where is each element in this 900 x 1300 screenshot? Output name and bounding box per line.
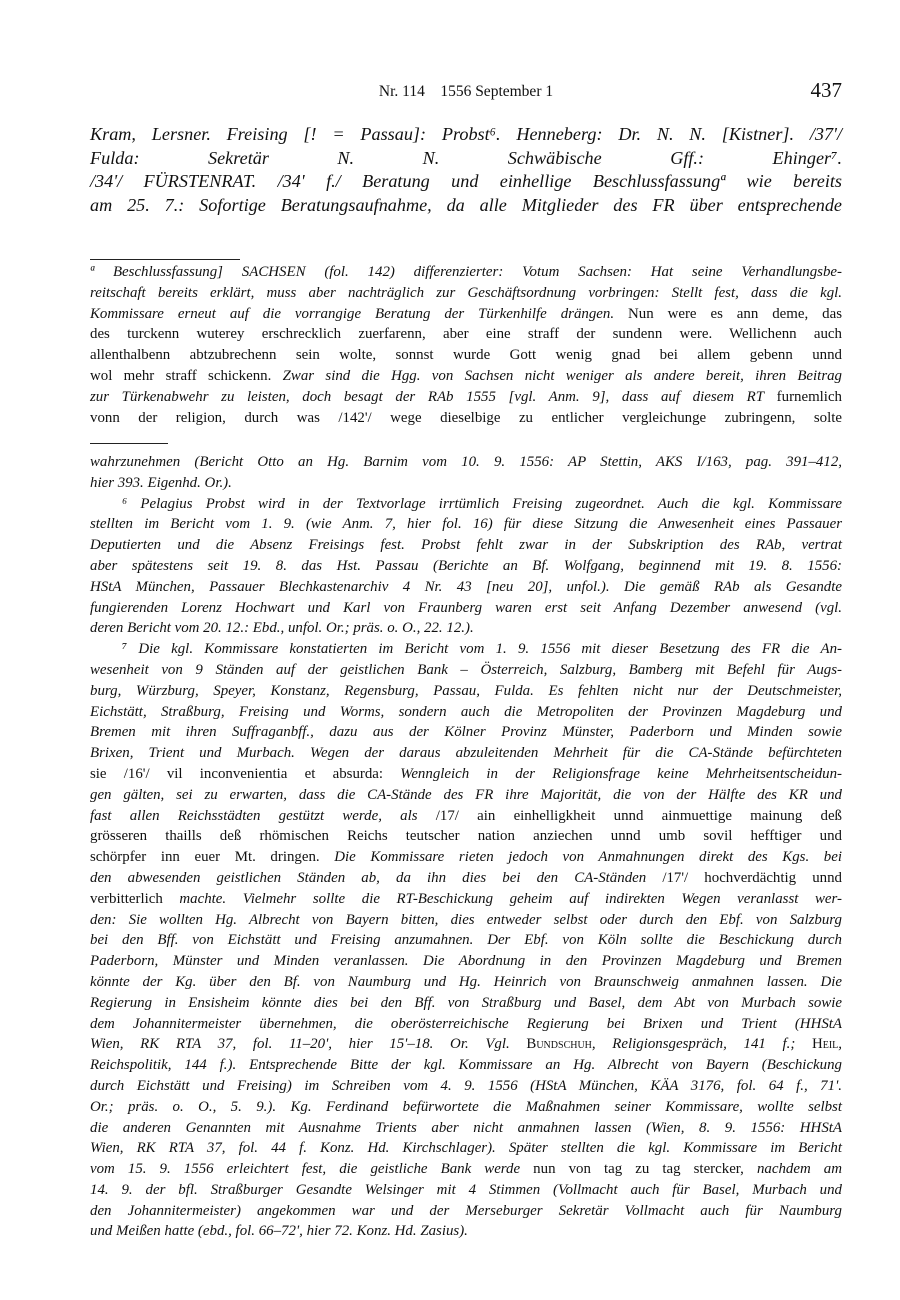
- footnote-line: Wien, RK RTA 37, fol. 44 f. Konz. Hd. Kirchschlager). Später stellten die kgl. Kommissare im Bericht: [90, 1140, 842, 1157]
- footnote-continuation-separator: [90, 443, 168, 444]
- footnote-line: Or.; präs. o. O., 5. 9.). Kg. Ferdinand befürwortete die Maßnahmen seiner Kommissare, wollte selbst: [90, 1098, 842, 1115]
- footnote-line: aber spätestens seit 19. 8. das Hst. Passau (Berichte an Bf. Wolfgang, beginnend mit 19. 8. 1556:: [90, 557, 842, 574]
- footnote-line: vom 15. 9. 1556 erleichtert fest, die geistliche Bank werde nun von tag zu tag stercker, nachdem am: [90, 1161, 842, 1178]
- footnote-line: Bremen mit ihren Suffraganbff., dazu aus der Kölner Provinz Münster, Paderborn und Minden sowie: [90, 724, 842, 741]
- footnote-line: sie /16'/ vil inconvenientia et absurda: Wenngleich in der Religionsfrage keine Mehrheitsentscheidun-: [90, 765, 843, 782]
- footnote-separator: [90, 259, 240, 260]
- footnote-line: grösseren thaills deß rhömischen Reichs teutscher nation anziechen unnd umb sovil hefftiger und: [90, 828, 842, 845]
- footnote-line: Reichspolitik, 144 f.). Entsprechende Bitte der kgl. Kommissare an Hg. Albrecht von Bayern (Beschickung: [90, 1057, 842, 1074]
- footnote-line: reitschaft bereits erklärt, muss aber nachträglich zur Geschäftsordnung vorbringen: Stellt fest, dass die kgl.: [90, 284, 842, 301]
- footnote-line: bei den Bff. von Eichstätt und Freising anzumahnen. Der Ebf. von Köln sollte die Beschickung durch: [90, 932, 842, 949]
- footnote-line: wesenheit von 9 Ständen auf der geistlichen Bank – Österreich, Salzburg, Bamberg mit Befehl für Augs-: [90, 661, 842, 678]
- footnote-line: schörpfer inn euer Mt. dringen. Die Kommissare rieten jedoch von Anmahnungen direkt des Kgs. bei: [90, 849, 842, 866]
- main-text-line: /34'/ FÜRSTENRAT. /34' f./ Beratung und einhellige Beschlussfassungª wie bereits: [90, 171, 842, 192]
- footnote-line: und Meißen hatte (ebd., fol. 66–72', hier 72. Konz. Hd. Zasius).: [90, 1223, 468, 1240]
- page-number: 437: [810, 78, 842, 102]
- footnote-line: durch Eichstätt und Freising) im Schreiben vom 4. 9. 1556 (HStA München, KÄA 3176, fol. 64 f., 71'.: [90, 1077, 842, 1094]
- footnote-line: ª Beschlussfassung] SACHSEN (fol. 142) differenzierter: Votum Sachsen: Hat seine Verhandlungsbe-: [90, 264, 842, 280]
- footnote-line: könnte der Kg. über den Bf. von Naumburg und Hg. Heinrich von Braunschweig anmahnen lassen. Die: [90, 973, 842, 990]
- main-text-line: Fulda: Sekretär N. N. Schwäbische Gff.: Ehinger⁷.: [90, 147, 842, 168]
- footnote-line: wol mehr straff schickenn. Zwar sind die Hgg. von Sachsen nicht weniger als andere bereit, ihren Beitrag: [90, 367, 843, 384]
- footnote-line: verbitterlich machte. Vielmehr sollte die RT-Beschickung geheim auf indirekten Wegen veranlasst wer-: [90, 890, 842, 907]
- footnotes-6-7: [90, 452, 842, 1242]
- footnote-line: stellten im Bericht vom 1. 9. (wie Anm. 7, hier fol. 16) für diese Sitzung die Anwesenheit eines Passauer: [90, 516, 842, 533]
- footnote-line: den Johannitermeister) angekommen war und der Merseburger Sekretär Vollmacht auch für Naumburg: [90, 1202, 842, 1219]
- footnote-line: ⁷ Die kgl. Kommissare konstatierten im Bericht vom 1. 9. 1556 mit dieser Besetzung des FR die An-: [122, 641, 842, 658]
- running-header: [90, 79, 842, 105]
- footnote-line: dem Johannitermeister übernehmen, die oberösterreichische Regierung bei Brixen und Trient (HHStA: [90, 1015, 842, 1032]
- footnote-line: ⁶ Pelagius Probst wird in der Textvorlage irrtümlich Freising zugeordnet. Auch die kgl. Kommissare: [122, 495, 842, 512]
- footnote-line: den: Sie wollten Hg. Albrecht von Bayern bitten, dies entweder selbst oder durch den Ebf. von Salzburg: [90, 911, 842, 928]
- footnote-line: gen gälten, sei zu erwarten, dass die CA-Stände des FR ihre Majorität, die von der Hälfte des KR und: [90, 786, 842, 803]
- footnote-a: [90, 262, 842, 428]
- footnote-line: 14. 9. der bfl. Straßburger Gesandte Welsinger mit 4 Stimmen (Vollmacht auch für Basel, Murbach und: [90, 1181, 842, 1198]
- footnote-line: deren Bericht vom 20. 12.: Ebd., unfol. Or.; präs. o. O., 22. 12.).: [90, 620, 474, 637]
- main-text-line: am 25. 7.: Sofortige Beratungsaufnahme, da alle Mitglieder des FR über entsprechende: [90, 194, 842, 215]
- footnote-line: fungierenden Lorenz Hochwart und Karl von Fraunberg waren erst seit Anfang Dezember anwesend (vgl.: [90, 599, 842, 616]
- footnote-line: fast allen Reichsstädten gestützt werde, als /17/ ain einhelligkheit unnd ainmuettige mainung deß: [90, 807, 843, 824]
- footnote-line: wahrzunehmen (Bericht Otto an Hg. Barnim vom 10. 9. 1556: AP Stettin, AKS I/163, pag. 391–412,: [90, 454, 842, 470]
- footnote-line: des turckenn wuterey erschrecklich zuerfarenn, aber eine straff der sundenn were. Wellichenn auch: [90, 326, 842, 343]
- footnote-line: burg, Würzburg, Speyer, Konstanz, Regensburg, Passau, Fulda. Es fehlten nicht nur der Deutschmeister,: [90, 682, 842, 699]
- footnote-line: Eichstätt, Straßburg, Freising und Worms, sondern auch die Metropoliten der Provinzen Magdeburg und: [90, 703, 842, 720]
- footnote-line: die anderen Genannten mit Ausnahme Trients aber nicht anmahnen lassen (Wien, 8. 9. 1556: HHStA: [90, 1119, 842, 1136]
- footnote-line: hier 393. Eigenhd. Or.).: [90, 474, 232, 491]
- main-text-line: Kram, Lersner. Freising [! = Passau]: Probst⁶. Henneberg: Dr. N. N. [Kistner]. /37'/: [90, 124, 842, 144]
- footnote-line: Wien, RK RTA 37, fol. 11–20', hier 15'–18. Or. Vgl. Bundschuh, Religionsgespräch, 141 f.; Heil,: [90, 1036, 843, 1053]
- footnote-line: Deputierten und die Absenz Freisings fest. Probst fehlt zwar in der Subskription des RAb, vertrat: [90, 537, 842, 554]
- header-document-reference: Nr. 114 1556 September 1: [378, 83, 554, 100]
- footnote-line: Brixen, Trient und Murbach. Wegen der daraus abzuleitenden Mehrheit für die CA-Stände befürchteten: [90, 745, 842, 762]
- footnote-line: Regierung in Ensisheim könnte dies bei den Bff. von Straßburg und Basel, dem Abt von Murbach sowie: [90, 994, 842, 1011]
- footnote-line: Paderborn, Münster und Minden veranlassen. Die Abordnung in den Provinzen Magdeburg und Bremen: [90, 953, 842, 970]
- main-text: [90, 123, 842, 217]
- footnote-line: allenthalbenn abtzubrechenn sein wolte, sonnst wurde Gott wenig gnad bei allem gebenn unnd: [90, 347, 842, 364]
- footnote-line: Kommissare erneut auf die vorrangige Beratung der Türkenhilfe drängen. Nun were es ann deme, das: [90, 305, 842, 322]
- footnote-line: den abwesenden geistlichen Ständen ab, da ihn dies bei den CA-Ständen /17'/ hochverdächtig unnd: [90, 869, 842, 886]
- footnote-line: zur Türkenabwehr zu leisten, doch besagt der RAb 1555 [vgl. Anm. 9], dass auf diesem RT furnemlich: [90, 388, 842, 405]
- footnote-line: vonn der religion, durch was /142'/ wege dieselbige zu entlicher vergleichunge zubringenn, solte: [90, 409, 842, 426]
- footnote-line: HStA München, Passauer Blechkastenarchiv 4 Nr. 43 [neu 20], unfol.). Die gemäß RAb als Gesandte: [90, 578, 842, 595]
